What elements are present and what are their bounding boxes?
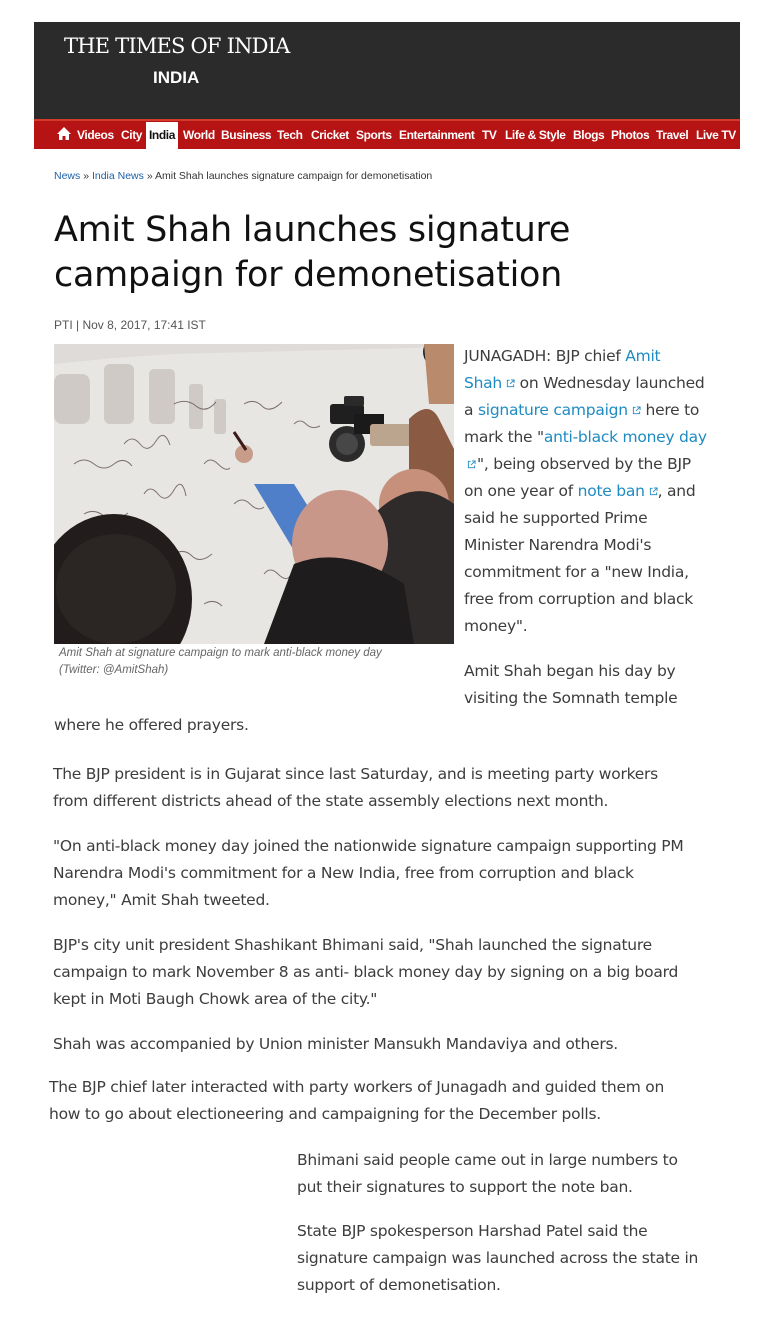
text-line: State BJP spokesperson Harshad Patel said the [297, 1222, 648, 1240]
photo-caption [59, 645, 449, 679]
nav-item-blogs[interactable]: Blogs [573, 128, 605, 142]
link-amit-shah[interactable]: Amit [625, 347, 661, 365]
nav-item-india[interactable]: India [146, 122, 178, 149]
article-paragraph-7 [49, 1074, 664, 1128]
text-line: commitment for a "new India, [464, 563, 689, 581]
text-line: free from corruption and black [464, 590, 693, 608]
text-line: BJP's city unit president Shashikant Bhimani said, "Shah launched the signature [53, 936, 652, 954]
article-byline: PTI | Nov 8, 2017, 17:41 IST [54, 318, 206, 332]
text-line: money," Amit Shah tweeted. [53, 891, 270, 909]
nav-item-travel[interactable]: Travel [656, 128, 689, 142]
site-logo[interactable]: THE TIMES OF INDIA [64, 34, 290, 58]
text-run: on one year of [464, 482, 578, 500]
text-line: from different districts ahead of the state assembly elections next month. [53, 792, 609, 810]
text-line: visiting the Somnath temple [464, 689, 678, 707]
article-paragraph-9 [297, 1218, 698, 1299]
text-run: mark the " [464, 428, 544, 446]
article-paragraph-6 [53, 1031, 618, 1058]
article-photo[interactable] [54, 344, 454, 644]
link-note-ban[interactable]: note ban [577, 482, 645, 500]
nav-item-entertainment[interactable]: Entertainment [399, 128, 475, 142]
nav-item-city[interactable]: City [121, 128, 143, 142]
nav-item-photos[interactable]: Photos [611, 128, 650, 142]
text-line: Shah was accompanied by Union minister Mansukh Mandaviya and others. [53, 1035, 618, 1053]
breadcrumb-separator: » [83, 170, 90, 182]
article-headline [54, 208, 734, 298]
article-paragraph-2a [464, 658, 677, 712]
nav-item-life-style[interactable]: Life & Style [505, 128, 566, 142]
text-line: The BJP chief later interacted with party workers of Junagadh and guided them on [49, 1078, 665, 1096]
text-run: JUNAGADH: BJP chief [464, 347, 626, 365]
text-line: "On anti-black money day joined the nationwide signature campaign supporting PM [53, 837, 684, 855]
external-link-icon[interactable] [632, 406, 641, 415]
article-paragraph-4 [53, 833, 683, 914]
text-line: where he offered prayers. [54, 716, 249, 734]
headline-line: campaign for demonetisation [54, 255, 562, 295]
text-run: ", being observed by the BJP [477, 455, 691, 473]
home-icon[interactable] [54, 123, 74, 145]
link-anti-black-money-day[interactable]: anti-black money day [543, 428, 707, 446]
article-paragraph-1 [464, 343, 707, 640]
link-signature-campaign[interactable]: signature campaign [477, 401, 628, 419]
nav-item-cricket[interactable]: Cricket [311, 128, 349, 142]
nav-item-live-tv[interactable]: Live TV [696, 128, 736, 142]
link-amit-shah[interactable]: Shah [464, 374, 502, 392]
text-line: Narendra Modi's commitment for a New India, free from corruption and black [53, 864, 634, 882]
breadcrumb-separator: » [146, 170, 153, 182]
text-line: how to go about electioneering and campaigning for the December polls. [49, 1105, 601, 1123]
nav-item-business[interactable]: Business [221, 128, 272, 142]
masthead [34, 22, 740, 119]
caption-line: (Twitter: @AmitShah) [59, 664, 169, 676]
text-run: a [464, 401, 478, 419]
text-line: campaign to mark November 8 as anti- black money day by signing on a big board [53, 963, 679, 981]
text-line: Amit Shah began his day by [464, 662, 676, 680]
text-line: said he supported Prime [464, 509, 648, 527]
text-run: , and [657, 482, 696, 500]
text-line: support of demonetisation. [297, 1276, 501, 1294]
breadcrumb-india-news[interactable]: India News [91, 170, 144, 182]
nav-item-tech[interactable]: Tech [277, 128, 303, 142]
main-nav [34, 119, 740, 149]
external-link-icon[interactable] [506, 379, 515, 388]
caption-line: Amit Shah at signature campaign to mark anti-black money day [59, 647, 382, 659]
text-line: put their signatures to support the note ban. [297, 1178, 633, 1196]
nav-item-tv[interactable]: TV [482, 128, 497, 142]
text-run: here to [640, 401, 700, 419]
nav-item-world[interactable]: World [183, 128, 215, 142]
text-line: Minister Narendra Modi's [464, 536, 652, 554]
text-line: signature campaign was launched across the state in [297, 1249, 699, 1267]
article-paragraph-5 [53, 932, 678, 1013]
section-title[interactable]: INDIA [153, 68, 200, 87]
headline-line: Amit Shah launches signature [54, 210, 571, 250]
text-line: The BJP president is in Gujarat since last Saturday, and is meeting party workers [53, 765, 659, 783]
text-line: Bhimani said people came out in large numbers to [297, 1151, 678, 1169]
external-link-icon[interactable] [649, 487, 658, 496]
article-paragraph-3 [53, 761, 658, 815]
breadcrumb-news[interactable]: News [54, 170, 81, 182]
nav-item-sports[interactable]: Sports [356, 128, 392, 142]
nav-item-videos[interactable]: Videos [77, 128, 114, 142]
text-run: on Wednesday launched [515, 374, 705, 392]
article-paragraph-8 [297, 1147, 678, 1201]
article-paragraph-2b [54, 712, 249, 739]
text-line: kept in Moti Baugh Chowk area of the city." [53, 990, 378, 1008]
text-line: money". [464, 617, 528, 635]
breadcrumb-current: Amit Shah launches signature campaign for demonetisation [155, 170, 433, 182]
breadcrumb [54, 170, 432, 182]
external-link-icon[interactable] [467, 460, 476, 469]
